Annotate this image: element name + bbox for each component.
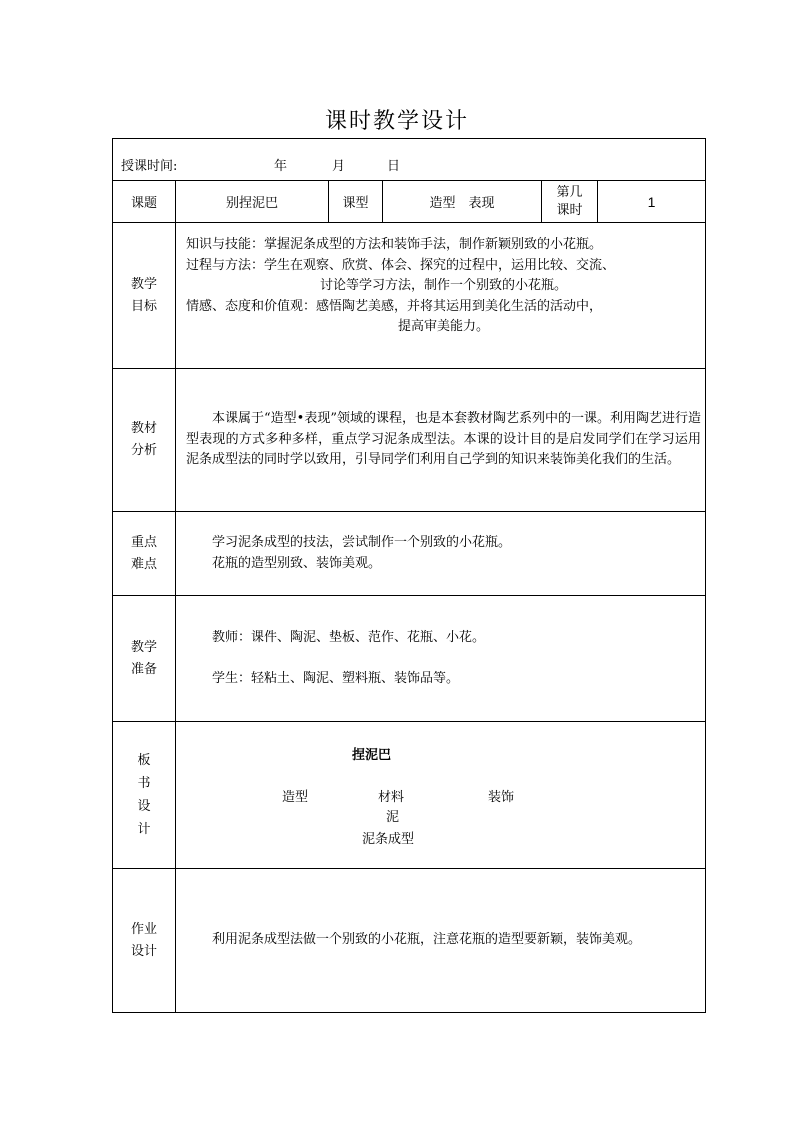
- objectives-label-line1: 教学: [130, 276, 157, 292]
- homework-label: [113, 869, 176, 1013]
- key-points-label: [113, 512, 176, 596]
- preparation-content: [176, 596, 706, 722]
- type-value: 造型 表现: [383, 181, 542, 223]
- topic-row: [113, 181, 706, 223]
- type-label: 课型: [329, 181, 383, 223]
- objectives-label-line2: 目标: [130, 298, 157, 314]
- lesson-plan-table: [112, 138, 706, 1013]
- preparation-label-line1: 教学: [130, 639, 157, 655]
- board-content: [176, 722, 706, 869]
- board-label-line1: 板: [137, 753, 151, 768]
- time-month: 月: [332, 159, 346, 174]
- board-heading: 捏泥巴: [352, 748, 392, 763]
- key-points-content: [176, 512, 706, 596]
- key-points-line2: 花瓶的造型别致、装饰美观。: [212, 555, 382, 571]
- homework-row: [113, 869, 706, 1013]
- analysis-row: [113, 369, 706, 512]
- homework-label-line1: 作业: [130, 921, 157, 937]
- objectives-content: [176, 223, 706, 369]
- analysis-content: [176, 369, 706, 512]
- objectives-row: [113, 223, 706, 369]
- period-value: 1: [598, 181, 706, 223]
- period-label-line2: 课时: [556, 202, 583, 218]
- board-label-line2: 书: [137, 776, 151, 791]
- objectives-line2: 过程与方法：学生在观察、欣赏、体会、探究的过程中，运用比较、交流、: [186, 257, 616, 273]
- board-label-line4: 计: [137, 822, 151, 837]
- board-label-line3: 设: [137, 799, 151, 814]
- key-points-row: [113, 512, 706, 596]
- homework-text: 利用泥条成型法做一个别致的小花瓶，注意花瓶的造型要新颖，装饰美观。: [212, 932, 642, 948]
- time-year: 年: [274, 159, 288, 174]
- analysis-label-line1: 教材: [130, 421, 157, 436]
- objectives-line3: 讨论等学习方法，制作一个别致的小花瓶。: [320, 278, 568, 294]
- homework-label-line2: 设计: [130, 943, 157, 959]
- time-label: 授课时间:: [121, 159, 178, 174]
- key-points-line1: 学习泥条成型的技法，尝试制作一个别致的小花瓶。: [212, 535, 512, 550]
- preparation-label: [113, 596, 176, 722]
- preparation-student: 学生：轻粘土、陶泥、塑料瓶、装饰品等。: [212, 670, 460, 686]
- analysis-label-line2: 分析: [130, 443, 157, 458]
- period-label-line1: 第几: [556, 184, 583, 200]
- preparation-teacher: 教师：课件、陶泥、垫板、范作、花瓶、小花。: [212, 630, 486, 645]
- board-sub-method: 泥条成型: [362, 832, 415, 847]
- objectives-line5: 提高审美能力。: [398, 319, 490, 335]
- objectives-label: [113, 223, 176, 369]
- analysis-text: 本课属于“造型•表现”领域的课程，也是本套教材陶艺系列中的一课。利用陶艺进行造型表现的方式多种多样，重点学习泥条成型法。本课的设计目的是启发同学们在学习运用泥条成型法的同时学以致用，引导同学们利用自己学到的知识来装饰美化我们的生活。: [186, 411, 702, 468]
- preparation-row: [113, 596, 706, 722]
- page-title: 课时教学设计: [324, 109, 469, 134]
- board-col-material: 材料: [378, 790, 405, 805]
- objectives-line1: 知识与技能：掌握泥条成型的方法和装饰手法，制作新颖别致的小花瓶。: [186, 237, 603, 253]
- time-day: 日: [387, 159, 401, 174]
- time-row: [113, 139, 706, 181]
- key-points-label-line2: 难点: [130, 556, 157, 572]
- analysis-label: [113, 369, 176, 512]
- board-row: [113, 722, 706, 869]
- period-label: [542, 181, 598, 223]
- topic-value: 别捏泥巴: [176, 181, 329, 223]
- board-col-decoration: 装饰: [488, 790, 515, 805]
- preparation-label-line2: 准备: [130, 661, 157, 677]
- objectives-line4: 情感、态度和价值观：感悟陶艺美感，并将其运用到美化生活的活动中，: [186, 298, 603, 314]
- topic-label: 课题: [113, 181, 176, 223]
- board-sub-clay: 泥: [386, 810, 400, 825]
- homework-content: [176, 869, 706, 1013]
- board-col-shape: 造型: [282, 790, 309, 805]
- board-label: [113, 722, 176, 869]
- key-points-label-line1: 重点: [130, 534, 157, 550]
